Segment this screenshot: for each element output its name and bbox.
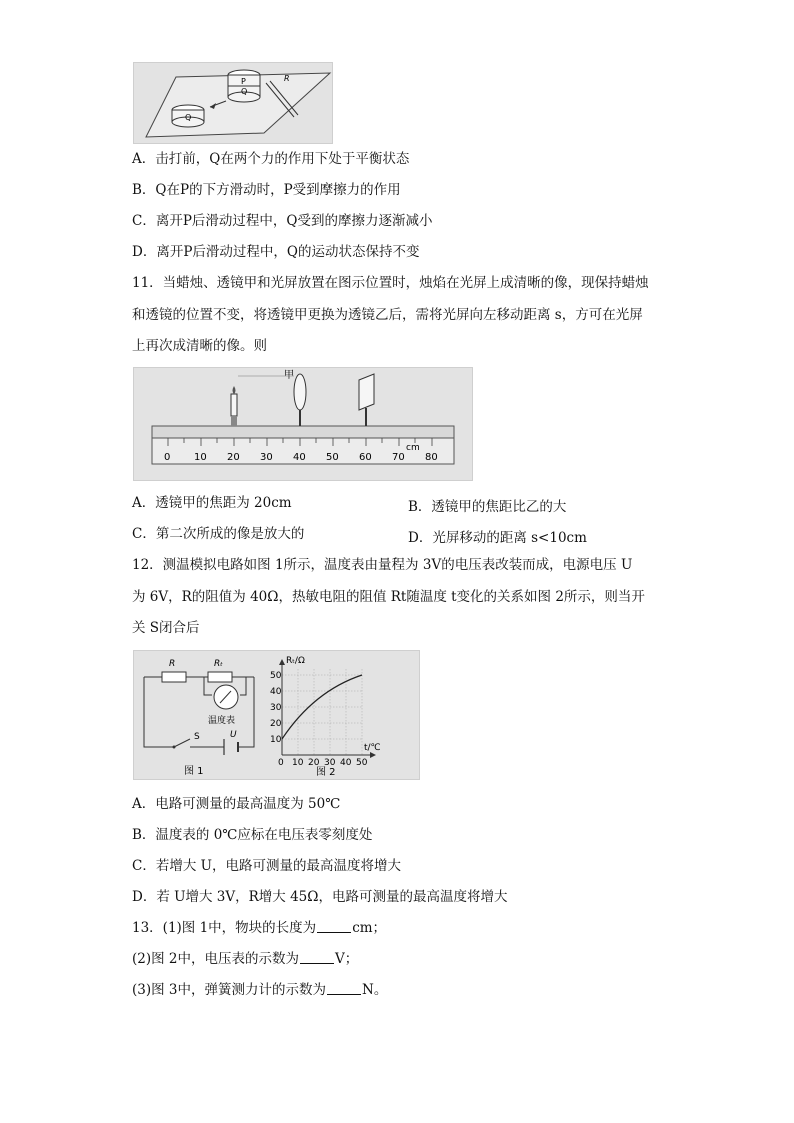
x-axis-label: t/℃ (364, 743, 381, 753)
answer-blank-3[interactable] (327, 982, 361, 995)
q13-part2-prefix: (2)图 2中，电压表的示数为 (132, 951, 300, 967)
q11-stem-line2: 和透镜的位置不变，将透镜甲更换为透镜乙后，需将光屏向左移动距离 s，方可在光屏 (132, 307, 643, 323)
q13-part3-prefix: (3)图 3中，弹簧测力计的示数为 (132, 982, 327, 998)
figure-circuit-and-graph (133, 650, 420, 780)
label-rt: Rₜ (214, 659, 223, 669)
q11-option-b: B．透镜甲的焦距比乙的大 (408, 499, 567, 515)
label-u: U (230, 730, 237, 740)
circuit-graph-diagram (134, 651, 419, 779)
q10-option-b: B．Q在P的下方滑动时，P受到摩擦力的作用 (132, 182, 401, 198)
q10-option-c: C．离开P后滑动过程中，Q受到的摩擦力逐渐减小 (132, 213, 433, 229)
optical-bench-diagram (134, 368, 472, 480)
q12-stem-line2: 为 6V，R的阻值为 40Ω，热敏电阻的阻值 Rt随温度 t变化的关系如图 2所示，则当开 (132, 589, 645, 605)
answer-blank-2[interactable] (300, 951, 334, 964)
q13-part3 (132, 982, 387, 998)
tick-10: 10 (194, 452, 207, 463)
label-q: Q (241, 87, 248, 96)
q11-stem-line1: 11．当蜡烛、透镜甲和光屏放置在图示位置时，烛焰在光屏上成清晰的像，现保持蜡烛 (132, 275, 649, 291)
y-tick-20: 20 (270, 719, 282, 729)
q12-option-a: A．电路可测量的最高温度为 50℃ (132, 796, 341, 812)
candle (231, 394, 237, 416)
x-tick-20: 20 (308, 758, 320, 768)
x-tick-50: 50 (356, 758, 368, 768)
answer-blank-1[interactable] (317, 920, 351, 933)
tick-80: 80 (425, 452, 438, 463)
label-s: S (194, 732, 200, 742)
q13-part1-suffix: cm； (352, 920, 387, 936)
tick-30: 30 (260, 452, 273, 463)
q11-option-c: C．第二次所成的像是放大的 (132, 526, 305, 542)
graph-grid (282, 669, 362, 755)
x-tick-0: 0 (278, 758, 284, 768)
tick-40: 40 (293, 452, 306, 463)
switch-s (174, 739, 190, 747)
q13-part1 (132, 920, 386, 936)
y-tick-10: 10 (270, 735, 282, 745)
q11-stem-line3: 上再次成清晰的像。则 (132, 338, 267, 354)
q13-part2-suffix: V； (335, 951, 359, 967)
light-screen (359, 374, 374, 410)
q12-option-b: B．温度表的 0℃应标在电压表零刻度处 (132, 827, 373, 843)
candle-flame (233, 386, 236, 394)
x-tick-40: 40 (340, 758, 352, 768)
label-r: R (169, 659, 176, 669)
y-axis-label: Rₜ/Ω (286, 656, 305, 666)
friction-diagram (134, 63, 332, 143)
x-tick-10: 10 (292, 758, 304, 768)
resistor-rt (208, 672, 232, 682)
x-tick-30: 30 (324, 758, 336, 768)
tick-60: 60 (359, 452, 372, 463)
q10-option-d: D．离开P后滑动过程中，Q的运动状态保持不变 (132, 244, 420, 260)
q12-stem-line3: 关 S闭合后 (132, 620, 200, 636)
tick-0: 0 (164, 452, 171, 463)
figure-optical-bench (133, 367, 473, 481)
tick-70: 70 (392, 452, 405, 463)
q12-stem-line1: 12．测温模拟电路如图 1所示，温度表由量程为 3V的电压表改装而成，电源电压 U (132, 557, 633, 573)
q13-part3-suffix: N。 (362, 982, 388, 998)
q12-option-c: C．若增大 U，电路可测量的最高温度将增大 (132, 858, 401, 874)
q11-option-a: A．透镜甲的焦距为 20cm (132, 495, 292, 511)
label-p: P (241, 77, 246, 86)
label-r: R (284, 74, 290, 83)
q10-option-a: A．击打前，Q在两个力的作用下处于平衡状态 (132, 151, 410, 167)
q13-part1-prefix: 13．(1)图 1中，物块的长度为 (132, 920, 317, 936)
q12-option-d: D．若 U增大 3V，R增大 45Ω，电路可测量的最高温度将增大 (132, 889, 508, 905)
meter-label: 温度表 (208, 716, 236, 726)
lens-label: 甲 (284, 370, 294, 381)
q13-part2 (132, 951, 358, 967)
y-tick-50: 50 (270, 671, 282, 681)
unit-cm: cm (406, 443, 420, 453)
y-tick-30: 30 (270, 703, 282, 713)
tick-20: 20 (227, 452, 240, 463)
q11-option-d: D．光屏移动的距离 s<10cm (408, 530, 587, 546)
lens-jia (294, 374, 306, 410)
resistor-r (162, 672, 186, 682)
fig2-caption: 图 2 (316, 767, 336, 778)
fig1-caption: 图 1 (184, 766, 204, 777)
label-q2: Q (185, 113, 192, 122)
y-tick-40: 40 (270, 687, 282, 697)
tick-50: 50 (326, 452, 339, 463)
figure-friction-experiment (133, 62, 333, 144)
